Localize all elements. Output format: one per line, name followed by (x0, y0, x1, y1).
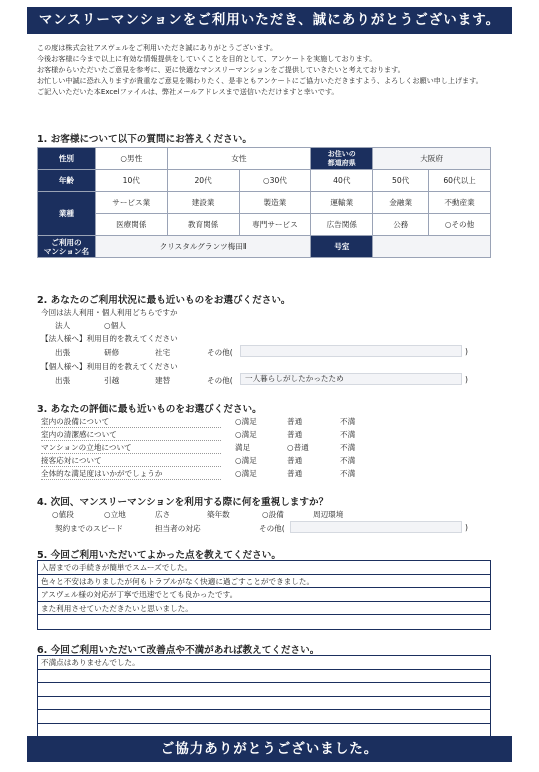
q3-title: 3. あなたの評価に最も近いものをお選びください。 (37, 404, 262, 415)
customer-info-table (37, 147, 491, 258)
industry-option[interactable]: 公務 (373, 214, 429, 236)
personal-purpose-option[interactable]: 引越 (104, 376, 120, 385)
rating-option[interactable]: 普通 (287, 469, 303, 478)
q2-title: 2. あなたのご利用状況に最も近いものをお選びください。 (37, 295, 291, 306)
answer-line[interactable] (38, 683, 490, 697)
q6-title: 6. 今回ご利用いただいて改善点や不満があれば教えてください。 (37, 645, 320, 656)
q4-other-label: その他( (259, 524, 285, 533)
industry-option[interactable]: 製造業 (239, 192, 311, 214)
mansion-name-field[interactable]: クリスタルグランツ梅田Ⅱ (95, 236, 311, 258)
industry-label: 業種 (38, 192, 96, 236)
q3-item-label: 室内の設備について (41, 416, 221, 428)
corp-purpose-option[interactable]: 社宅 (155, 348, 171, 357)
answer-line[interactable] (38, 710, 490, 724)
q1-title: 1. お客様について以下の質問にお答えください。 (37, 134, 252, 145)
close-paren: ) (465, 523, 468, 532)
priority-option[interactable]: 広さ (155, 510, 171, 519)
rating-option[interactable]: ○満足 (235, 469, 257, 478)
room-number-field[interactable] (373, 236, 491, 258)
q4-other-input[interactable] (290, 521, 462, 533)
personal-purpose-option[interactable]: 出張 (55, 376, 71, 385)
priority-option[interactable]: 契約までのスピード (55, 524, 124, 533)
mansion-label-line1: ご利用の (51, 237, 82, 247)
answer-line[interactable]: 色々と不安はありましたが何もトラブルがなく快適に過ごすことができました。 (38, 575, 490, 589)
intro-line: お客様からいただいたご意見を参考に、更に快適なマンスリーマンションをご提供していきたいと考えております。 (37, 65, 405, 74)
q6-answer-box[interactable] (37, 655, 491, 738)
age-option[interactable]: 10代 (95, 170, 167, 192)
q4-title: 4. 次回、マンスリーマンションを利用する際に何を重視しますか？ (37, 497, 329, 508)
industry-option[interactable]: 教育関係 (167, 214, 239, 236)
header-banner: マンスリーマンションをご利用いただき、誠にありがとうございます。 (27, 7, 512, 34)
rating-option[interactable]: ○満足 (235, 456, 257, 465)
corp-purpose-option[interactable]: 研修 (104, 348, 120, 357)
priority-option[interactable]: 担当者の対応 (155, 524, 201, 533)
q3-item-label: 全体的な満足度はいかがでしょうか (41, 468, 221, 480)
priority-option[interactable]: 築年数 (207, 510, 230, 519)
answer-line[interactable]: アスヴェル様の対応が丁寧で迅速でとても良かったです。 (38, 588, 490, 602)
rating-option[interactable]: 満足 (235, 443, 251, 452)
intro-line: この度は株式会社アスヴェルをご利用いただき誠にありがとうございます。 (37, 43, 278, 52)
personal-other-label: その他( (207, 376, 233, 385)
rating-option[interactable]: 不満 (340, 430, 356, 439)
rating-option[interactable]: 不満 (340, 443, 356, 452)
intro-line: 今後お客様に今まで以上に有効な情報提供をしていくことを目的として、アンケートを実施しております。 (37, 54, 377, 63)
industry-option[interactable]: 専門サービス (239, 214, 311, 236)
q3-item-label: 接客応対について (41, 455, 221, 467)
rating-option[interactable]: 不満 (340, 456, 356, 465)
prefecture-label-line1: お住いの (327, 149, 356, 158)
gender-label: 性別 (38, 148, 96, 170)
prefecture-label-line2: 都道府県 (327, 158, 356, 167)
priority-option[interactable]: ○設備 (262, 510, 284, 519)
close-paren: ) (465, 375, 468, 384)
rating-option[interactable]: ○満足 (235, 430, 257, 439)
q5-title: 5. 今回ご利用いただいてよかった点を教えてください。 (37, 550, 281, 561)
corp-purpose-option[interactable]: 出張 (55, 348, 71, 357)
q2-option-personal[interactable]: ○個人 (104, 321, 126, 330)
gender-option-male[interactable]: ○男性 (95, 148, 167, 170)
intro-text (37, 42, 537, 97)
rating-option[interactable]: 不満 (340, 469, 356, 478)
age-option[interactable]: 60代以上 (429, 170, 491, 192)
q3-item-label: マンションの立地について (41, 442, 221, 454)
rating-option[interactable]: 普通 (287, 430, 303, 439)
q2-corp-personal-question: 今回は法人利用・個人利用どちらですか (41, 308, 178, 317)
answer-line[interactable]: 不満点はありませんでした。 (38, 656, 490, 670)
rating-option[interactable]: ○普通 (287, 443, 309, 452)
answer-line[interactable] (38, 724, 490, 738)
industry-option[interactable]: 不動産業 (429, 192, 491, 214)
intro-line: お忙しい中誠に恐れ入りますが貴重なご意見を賜わりたく、是非ともアンケートにご協力いただきますよう、よろしくお願い申し上げます。 (37, 76, 483, 85)
personal-purpose-option[interactable]: 建替 (155, 376, 171, 385)
personal-other-input[interactable]: 一人暮らしがしたかったため (240, 373, 462, 385)
prefecture-field[interactable]: 大阪府 (373, 148, 491, 170)
corp-other-input[interactable] (240, 345, 462, 357)
q2-corp-purpose-question: 【法人様へ】利用目的を教えてください (41, 334, 178, 343)
q2-personal-purpose-question: 【個人様へ】利用目的を教えてください (41, 362, 178, 371)
rating-option[interactable]: 普通 (287, 456, 303, 465)
priority-option[interactable]: 周辺環境 (313, 510, 344, 519)
room-label: 号室 (311, 236, 373, 258)
q2-option-corp[interactable]: 法人 (55, 321, 71, 330)
age-option[interactable]: 20代 (167, 170, 239, 192)
industry-option[interactable]: 医療関係 (95, 214, 167, 236)
mansion-label (38, 236, 96, 258)
rating-option[interactable]: ○満足 (235, 417, 257, 426)
gender-option-female[interactable]: 女性 (167, 148, 311, 170)
prefecture-label (311, 148, 373, 170)
footer-banner: ご協力ありがとうございました。 (27, 736, 512, 762)
rating-option[interactable]: 普通 (287, 417, 303, 426)
answer-line[interactable] (38, 670, 490, 684)
age-label: 年齢 (38, 170, 96, 192)
industry-option[interactable]: 金融業 (373, 192, 429, 214)
answer-line[interactable] (38, 615, 490, 629)
industry-option[interactable]: 建設業 (167, 192, 239, 214)
age-option[interactable]: 50代 (373, 170, 429, 192)
q5-answer-box[interactable] (37, 560, 491, 630)
answer-line[interactable] (38, 697, 490, 711)
answer-line[interactable]: 入居までの手続きが簡単でスムーズでした。 (38, 561, 490, 575)
industry-option[interactable]: 運輸業 (311, 192, 373, 214)
age-option[interactable]: 40代 (311, 170, 373, 192)
close-paren: ) (465, 347, 468, 356)
priority-option[interactable]: ○値段 (52, 510, 74, 519)
industry-option[interactable]: サービス業 (95, 192, 167, 214)
mansion-label-line2: マンション名 (43, 246, 90, 256)
intro-line: ご記入いただいた本Excelファイルは、弊社メールアドレスまで送信いただけますと幸いです。 (37, 87, 339, 96)
priority-option[interactable]: ○立地 (104, 510, 126, 519)
industry-option[interactable]: 広告関係 (311, 214, 373, 236)
answer-line[interactable]: また利用させていただきたいと思いました。 (38, 602, 490, 616)
industry-option[interactable]: ○その他 (429, 214, 491, 236)
rating-option[interactable]: 不満 (340, 417, 356, 426)
corp-other-label: その他( (207, 348, 233, 357)
age-option[interactable]: ○30代 (239, 170, 311, 192)
q3-item-label: 室内の清潔感について (41, 429, 221, 441)
